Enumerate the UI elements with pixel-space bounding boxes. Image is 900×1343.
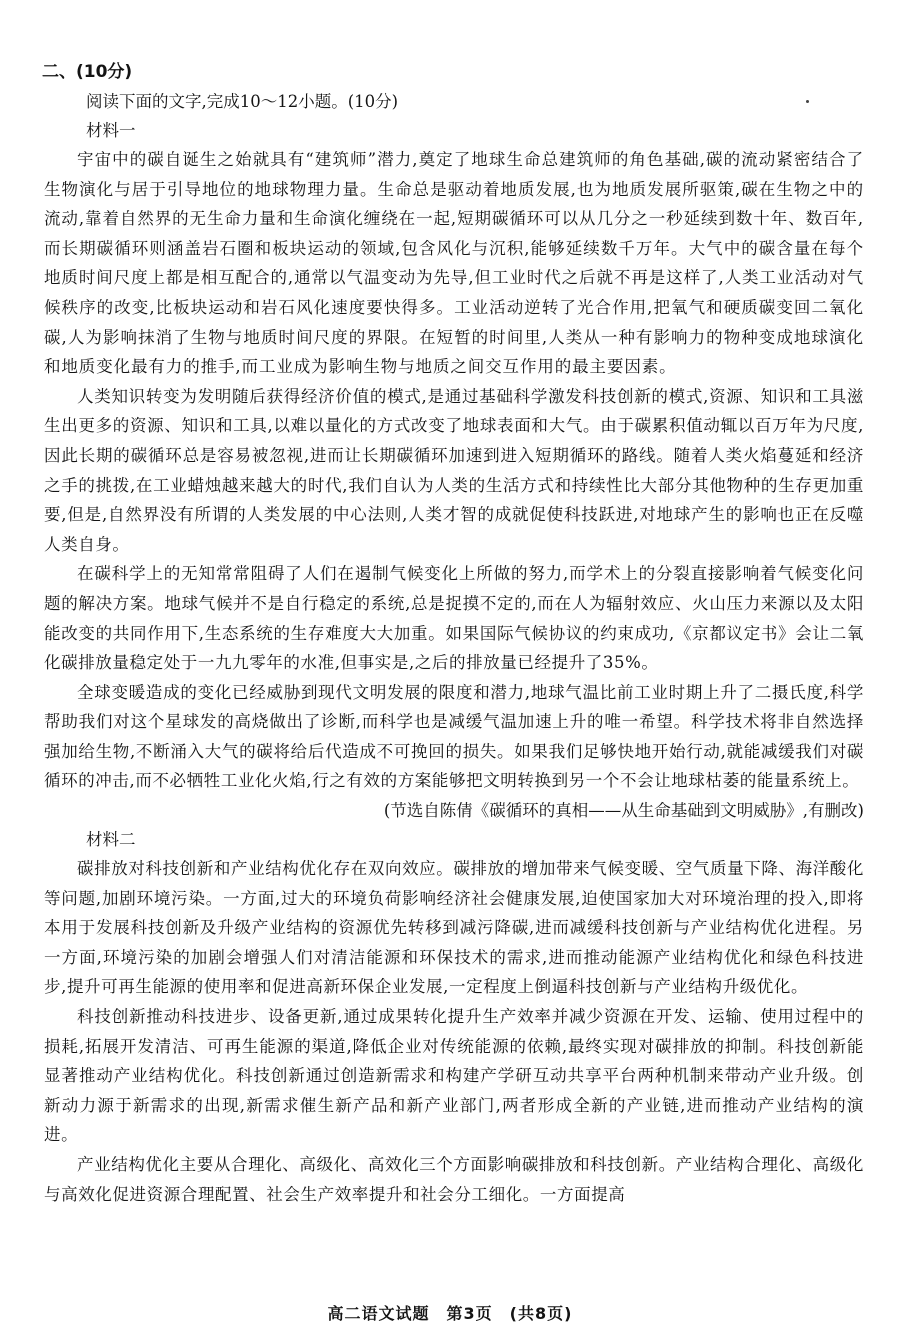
- material-two-paragraph-2: 科技创新推动科技进步、设备更新,通过成果转化提升生产效率并减少资源在开发、运输、使用过程中的损耗,拓展开发清洁、可再生能源的渠道,降低企业对传统能源的依赖,最终实现对碳排放的抑制。科技创新能显著推动产业结构优化。科技创新通过创造新需求和构建产学研互动共享平台两种机制来带动产业升级。创新动力源于新需求的出现,新需求催生新产品和新产业部门,两者形成全新的产业链,进而推动产业结构的演进。: [44, 1007, 864, 1145]
- material-one-paragraph-2: 人类知识转变为发明随后获得经济价值的模式,是通过基础科学激发科技创新的模式,资源、知识和工具滋生出更多的资源、知识和工具,以难以量化的方式改变了地球表面和大气。由于碳累积值动辄以百万年为尺度,因此长期的碳循环总是容易被忽视,进而让长期碳循环加速到进入短期循环的路线。随着人类火焰蔓延和经济之手的挑拨,在工业蜡烛越来越大的时代,我们自认为人类的生活方式和持续性比大部分其他物种的生存更加重要,但是,自然界没有所谓的人类发展的中心法则,人类才智的成就促使科技跃进,对地球产生的影响也正在反噬人类自身。: [44, 386, 864, 554]
- material-one-label: 材料一: [86, 121, 136, 140]
- material-two-paragraph-1: 碳排放对科技创新和产业结构优化存在双向效应。碳排放的增加带来气候变暖、空气质量下降、海洋酸化等问题,加剧环境污染。一方面,过大的环境负荷影响经济社会健康发展,迫使国家加大对环境治理的投入,即将本用于发展科技创新及升级产业结构的资源优先转移到减污降碳,进而减缓科技创新与产业结构优化进程。另一方面,环境污染的加剧会增强人们对清洁能源和环保技术的需求,进而推动能源产业结构优化和绿色科技进步,提升可再生能源的使用率和促进高新环保企业发展,一定程度上倒逼科技创新与产业结构升级优化。: [44, 859, 864, 997]
- material-two-label: 材料二: [86, 830, 136, 850]
- material-one-source: (节选自陈倩《碳循环的真相——从生命基础到文明威胁》,有删改): [383, 801, 864, 821]
- material-one-paragraph-4: 全球变暖造成的变化已经威胁到现代文明发展的限度和潜力,地球气温比前工业时期上升了二摄氏度,科学帮助我们对这个星球发的高烧做出了诊断,而科学也是减缓气温加速上升的唯一希望。科学技术将非自然选择强加给生物,不断涌入大气的碳将给后代造成不可挽回的损失。如果我们足够快地开始行动,就能减缓我们对碳循环的冲击,而不必牺牲工业化火焰,行之有效的方案能够把文明转换到另一个不会让地球枯萎的能量系统上。: [44, 682, 864, 791]
- scan-speck: [806, 100, 809, 103]
- section-header: 二、(10分): [42, 62, 133, 82]
- page-footer: 高二语文试题 第3页 (共8页): [327, 1304, 573, 1323]
- material-one-paragraph-1: 宇宙中的碳自诞生之始就具有“建筑师”潜力,奠定了地球生命总建筑师的角色基础,碳的流动紧密结合了生物演化与居于引导地位的地球物理力量。生命总是驱动着地质发展,也为地质发展所驱策,碳在生物之中的流动,靠着自然界的无生命力量和生命演化缠绕在一起,短期碳循环可以从几分之一秒延续到数十年、数百年,而长期碳循环则涵盖岩石圈和板块运动的领域,包含风化与沉积,能够延续数千万年。大气中的碳含量在每个地质时间尺度上都是相互配合的,通常以气温变动为先导,但工业时代之后就不再是这样了,人类工业活动对气候秩序的改变,比板块运动和岩石风化速度要快得多。工业活动逆转了光合作用,把氧气和硬质碳变回二氧化碳,人为影响抹消了生物与地质时间尺度的界限。在短暂的时间里,人类从一种有影响力的物种变成地球演化和地质变化最有力的推手,而工业成为影响生物与地质之间交互作用的最主要因素。: [44, 150, 864, 377]
- material-one-paragraph-3: 在碳科学上的无知常常阻碍了人们在遏制气候变化上所做的努力,而学术上的分裂直接影响着气候变化问题的解决方案。地球气候并不是自行稳定的系统,总是捉摸不定的,而在人为辐射效应、火山压力来源以及太阳能改变的共同作用下,生态系统的生存难度大大加重。如果国际气候协议的约束成功,《京都议定书》会让二氧化碳排放量稳定处于一九九零年的水准,但事实是,之后的排放量已经提升了35%。: [44, 564, 864, 673]
- section-instruction: 阅读下面的文字,完成10～12小题。(10分): [86, 92, 399, 111]
- material-two-paragraph-3: 产业结构优化主要从合理化、高级化、高效化三个方面影响碳排放和科技创新。产业结构合理化、高级化与高效化促进资源合理配置、社会生产效率提升和社会分工细化。一方面提高: [44, 1155, 864, 1204]
